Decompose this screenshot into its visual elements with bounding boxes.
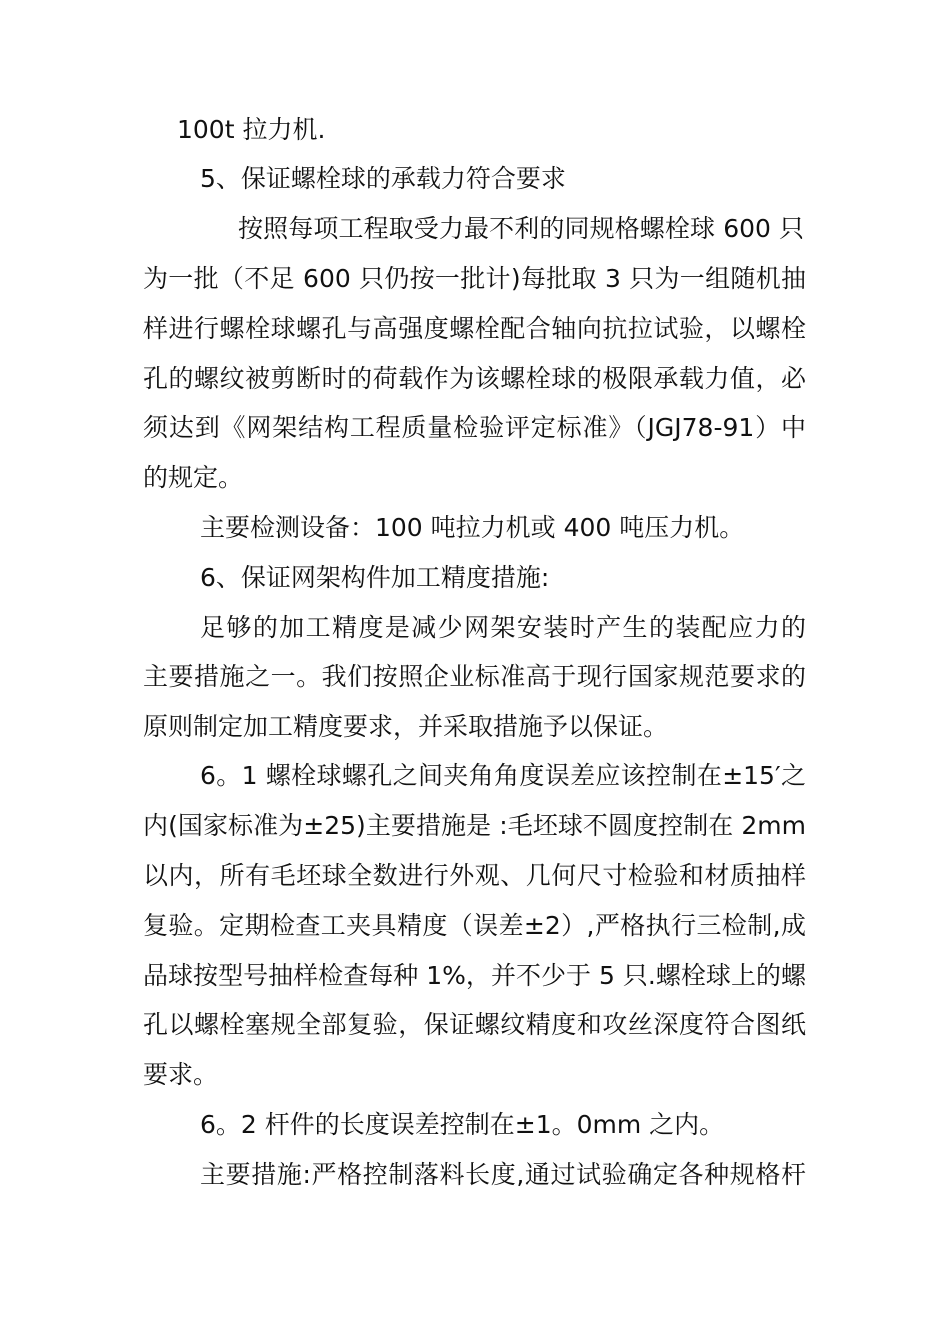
text-line: 原则制定加工精度要求，并采取措施予以保证。 (143, 712, 669, 741)
section-heading: 6、保证网架构件加工精度措施: (200, 563, 550, 592)
text-line: 为一批（不足 600 只仍按一批计)每批取 3 只为一组随机抽 (143, 264, 806, 293)
text-line: 孔以螺栓塞规全部复验，保证螺纹精度和攻丝深度符合图纸 (143, 1010, 806, 1039)
text-line: 样进行螺栓球螺孔与高强度螺栓配合轴向抗拉试验，以螺栓 (143, 314, 806, 343)
text-line: 以内，所有毛坯球全数进行外观、几何尺寸检验和材质抽样 (143, 861, 806, 890)
text-line: 孔的螺纹被剪断时的荷载作为该螺栓球的极限承载力值，必 (143, 364, 806, 393)
section-heading: 5、保证螺栓球的承载力符合要求 (200, 164, 566, 193)
text-line: 足够的加工精度是减少网架安装时产生的装配应力的 (200, 613, 806, 642)
text-line: 的规定。 (143, 463, 244, 492)
text-line: 主要措施:严格控制落料长度,通过试验确定各种规格杆 (200, 1160, 806, 1189)
text-line: 复验。定期检查工夹具精度（误差±2）,严格执行三检制,成 (143, 911, 806, 940)
text-line: 主要检测设备：100 吨拉力机或 400 吨压力机。 (200, 513, 745, 542)
text-line: 按照每项工程取受力最不利的同规格螺栓球 600 只 (238, 214, 804, 243)
text-line: 内(国家标准为±25)主要措施是 :毛坯球不圆度控制在 2mm (143, 811, 806, 840)
text-line: 须达到《网架结构工程质量检验评定标准》（JGJ78-91）中 (143, 413, 806, 442)
text-line: 要求。 (143, 1060, 219, 1089)
subsection-line: 6。1 螺栓球螺孔之间夹角角度误差应该控制在±15′之 (200, 761, 806, 790)
text-line: 品球按型号抽样检查每种 1%，并不少于 5 只.螺栓球上的螺 (143, 961, 806, 990)
subsection-line: 6。2 杆件的长度误差控制在±1。0mm 之内。 (200, 1110, 725, 1139)
text-line: 100t 拉力机. (177, 115, 326, 144)
text-line: 主要措施之一。我们按照企业标准高于现行国家规范要求的 (143, 662, 806, 691)
